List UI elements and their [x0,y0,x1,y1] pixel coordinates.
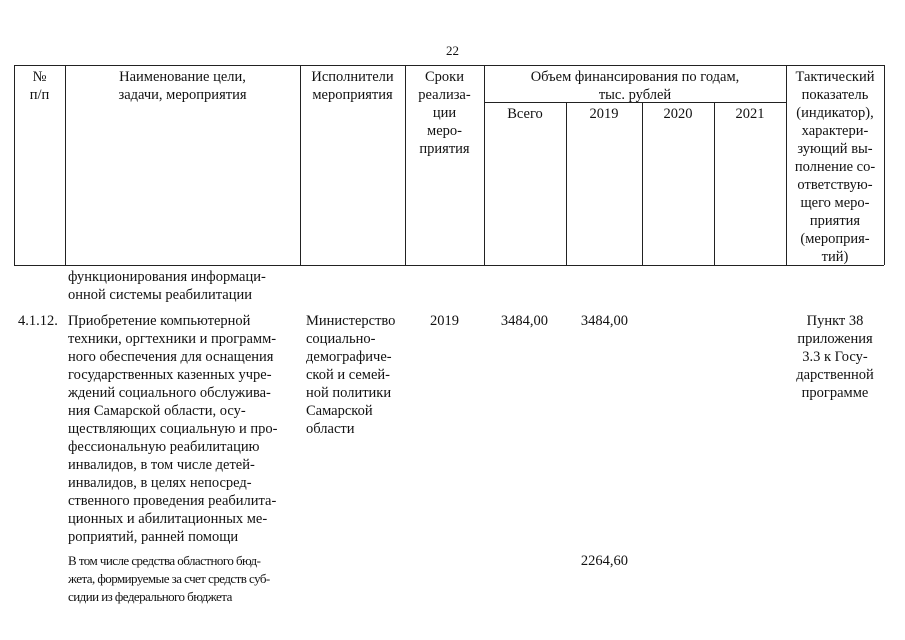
row-term: 2019 [430,313,459,329]
header-2020: 2020 [663,106,693,122]
header-name: Наименование цели, задачи, мероприятия [118,69,247,103]
page-number: 22 [446,43,459,58]
header-2021: 2021 [735,106,765,122]
row-total: 3484,00 [500,313,548,329]
header-indicator: Тактический показатель (индикатор), характери- зующий вы- полнение со- ответствую- щего меро- приятия (мероприя- тий) [794,69,876,265]
row-executor: Министерство социально- демографиче- ской и семей- ной политики Самарской области [306,313,396,437]
subrow-2019: 2264,60 [580,553,628,569]
header-total: Всего [507,106,543,122]
row-number: 4.1.12. [18,313,58,329]
header-2019: 2019 [589,106,619,122]
header-funding: Объем финансирования по годам, тыс. рублей [530,69,740,103]
row-indicator: Пункт 38 приложения 3.3 к Госу- дарственной программе [796,313,874,401]
subrow-name: В том числе средства областного бюд- жета, формируемые за счет средств суб- сидии из федерального бюджета [68,553,270,604]
header-num: № п/п [29,69,50,103]
row-2019: 3484,00 [580,313,628,329]
header-executors: Исполнители мероприятия [311,69,394,103]
header-terms: Сроки реализа- ции меро- приятия [418,69,471,157]
continuation-text: функционирования информаци- онной системы реабилитации [68,269,266,303]
row-name: Приобретение компьютерной техники, оргтехники и программ- ного обеспечения для оснащения государственных казенных учре- ждений социального обслужива- ния Самарской области, осу- ществляющих социальную и про- фессиональную реабилитацию инвалидов, в том числе детей- инвалидов, в целях непосред- ственного проведения реабилита- ционных и абилитационных ме- роприятий, ранней помощи [68,313,278,545]
